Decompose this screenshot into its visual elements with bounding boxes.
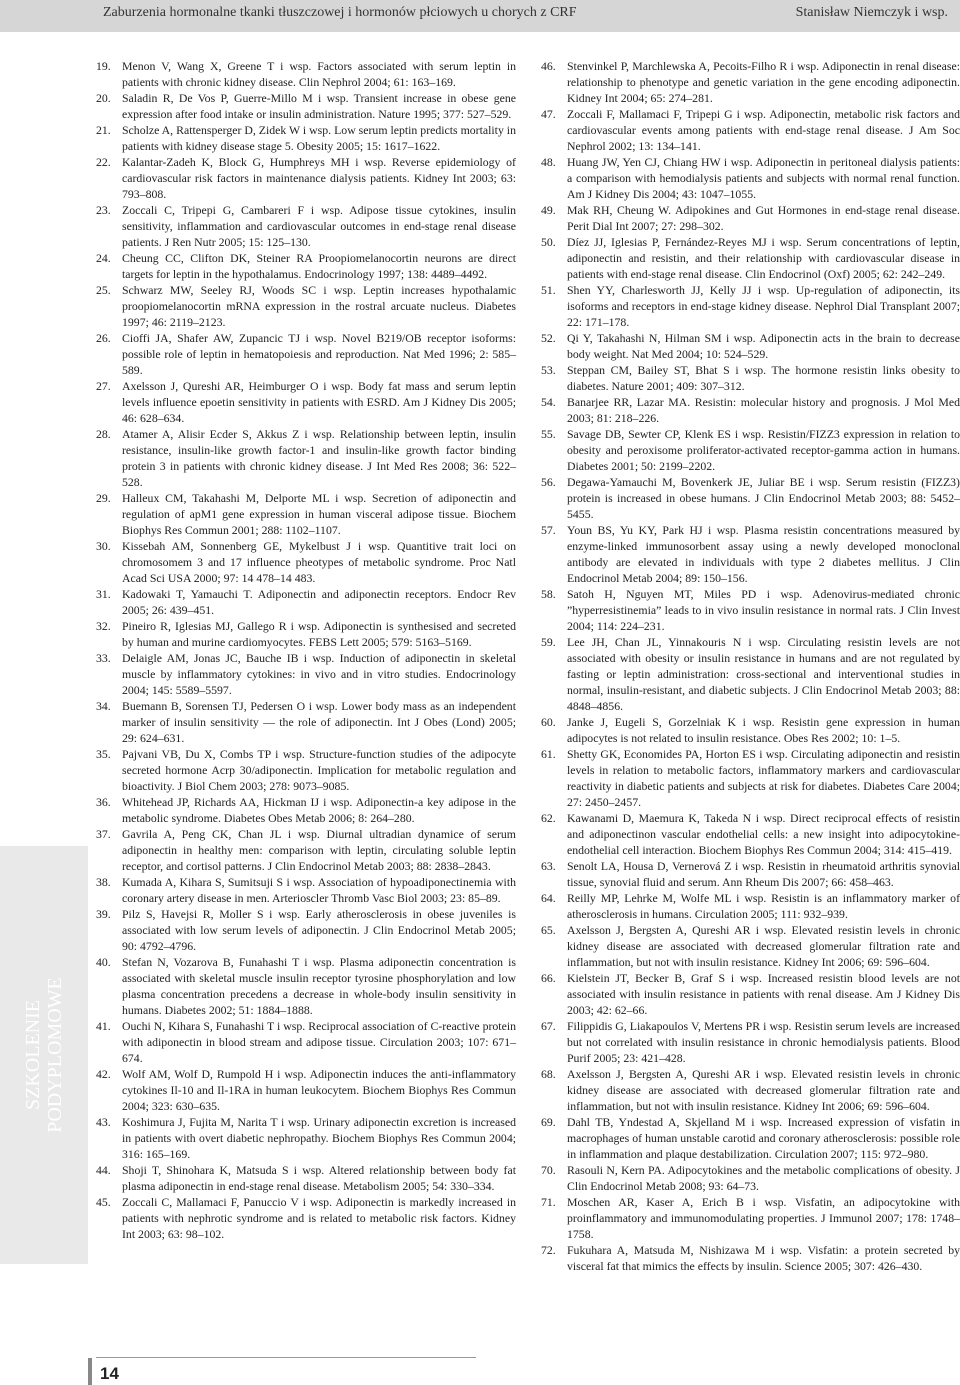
reference-item [541, 522, 960, 586]
reference-number: 21. [96, 123, 111, 137]
reference-number: 30. [96, 539, 111, 553]
reference-item [96, 954, 516, 1018]
reference-text: Pajvani VB, Du X, Combs TP i wsp. Structure-function studies of the adipocyte secreted hormone Acrp 30/adiponectin. Implication for metabolic regulation and bioactivity. J Biol Chem 2003; 278: 9073–9085. [122, 747, 516, 793]
reference-item [541, 1066, 960, 1114]
reference-item [541, 1114, 960, 1162]
reference-item [96, 58, 516, 90]
reference-text: Kawanami D, Maemura K, Takeda N i wsp. Direct reciprocal effects of resistin and adiponectinon vascular endothelial cells: a new insight into adipocytokine-endothelial cell interaction. Biochem Biophys Res Commun 2004; 314: 415–419. [567, 811, 960, 857]
reference-text: Kissebah AM, Sonnenberg GE, Mykelbust J i wsp. Quantitive trait loci on chromosomem 3 and 17 influence pheotypes of metabolic syndrome. Proc Natl Acad Sci USA 2000; 97: 14 478–14 483. [122, 539, 516, 585]
reference-item [96, 1066, 516, 1114]
reference-item [541, 810, 960, 858]
running-header [0, 0, 960, 32]
reference-number: 51. [541, 283, 556, 297]
reference-item [541, 1194, 960, 1242]
reference-number: 46. [541, 59, 556, 73]
reference-item [541, 474, 960, 522]
reference-text: Stefan N, Vozarova B, Funahashi T i wsp. Plasma adiponectin concentration is associated with skeletal muscle insulin receptor tyrosine phosphorylation and low plasma concentration precedens a decrease in whole-body insulin sensitivity in humans. Diabetes 2002; 51: 1884–1888. [122, 955, 516, 1017]
reference-text: Stenvinkel P, Marchlewska A, Pecoits-Filho R i wsp. Adiponectin in renal disease: relationship to phenotype and genetic variation in the gene encoding adiponectin. Kidney Int 2004; 65: 274–281. [567, 59, 960, 105]
reference-number: 70. [541, 1163, 556, 1177]
reference-item [96, 746, 516, 794]
references-left-column [96, 58, 516, 1242]
reference-text: Moschen AR, Kaser A, Erich B i wsp. Visfatin, an adipocytokine with proinflammatory and immunomodulating properties. J Immunol 2007; 178: 1748–1758. [567, 1195, 960, 1241]
reference-number: 39. [96, 907, 111, 921]
reference-item [541, 330, 960, 362]
reference-item [96, 202, 516, 250]
reference-text: Whitehead JP, Richards AA, Hickman IJ i wsp. Adiponectin-a key adipose in the metabolic syndrome. Diabetes Obes Metab 2006; 8: 264–280. [122, 795, 516, 825]
reference-item [541, 202, 960, 234]
reference-text: Savage DB, Sewter CP, Klenk ES i wsp. Resistin/FIZZ3 expression in relation to obesity and peroxisome proliferator-activated receptor-gamma action in humans. Diabetes 2001; 50: 2199–2202. [567, 427, 960, 473]
reference-item [541, 714, 960, 746]
reference-text: Buemann B, Sorensen TJ, Pedersen O i wsp. Lower body mass as an independent marker of insulin sensitivity — the role of adiponectin. Int J Obes (Lond) 2005; 29: 624–631. [122, 699, 516, 745]
reference-text: Banarjee RR, Lazar MA. Resistin: molecular history and prognosis. J Mol Med 2003; 81: 218–226. [567, 395, 960, 425]
reference-number: 48. [541, 155, 556, 169]
reference-number: 61. [541, 747, 556, 761]
reference-text: Kumada A, Kihara S, Sumitsuji S i wsp. Association of hypoadiponectinemia with coronary artery disease in men. Arterioscler Thromb Vasc Biol 2003; 23: 85–89. [122, 875, 516, 905]
reference-item [96, 426, 516, 490]
footer-rule [96, 1357, 476, 1358]
reference-item [96, 490, 516, 538]
reference-item [96, 586, 516, 618]
reference-number: 55. [541, 427, 556, 441]
reference-text: Shetty GK, Economides PA, Horton ES i wsp. Circulating adiponectin and resistin levels in relation to metabolic factors, inflammatory markers and cardiovascular reactivity in diabetic patients and subjects at risk for diabetes. Diabetes Care 2004; 27: 2450–2457. [567, 747, 960, 809]
reference-number: 33. [96, 651, 111, 665]
reference-number: 58. [541, 587, 556, 601]
reference-number: 26. [96, 331, 111, 345]
reference-item [96, 618, 516, 650]
reference-number: 45. [96, 1195, 111, 1209]
reference-number: 27. [96, 379, 111, 393]
reference-number: 35. [96, 747, 111, 761]
reference-item [96, 906, 516, 954]
reference-text: Delaigle AM, Jonas JC, Bauche IB i wsp. Induction of adiponectin in skeletal muscle by inflammatory cytokines: in vivo and in vitro studies. Endocrinology 2004; 145: 5589–5597. [122, 651, 516, 697]
reference-item [96, 794, 516, 826]
section-sidebar-tab [0, 846, 88, 1264]
reference-number: 34. [96, 699, 111, 713]
reference-item [541, 858, 960, 890]
reference-text: Atamer A, Alisir Ecder S, Akkus Z i wsp. Relationship between leptin, insulin resistance, insulin-like growth factor-1 and insulin-like growth factor binding protein 3 in patients with chronic kidney disease. J Int Med Res 2008; 36: 522–528. [122, 427, 516, 489]
reference-item [541, 282, 960, 330]
reference-item [96, 282, 516, 330]
reference-number: 52. [541, 331, 556, 345]
reference-item [541, 106, 960, 154]
reference-number: 62. [541, 811, 556, 825]
page-number: 14 [100, 1364, 119, 1383]
reference-text: Saladin R, De Vos P, Guerre-Millo M i wsp. Transient increase in obese gene expression after food intake or insulin administration. Nature 1995; 377: 527–529. [122, 91, 516, 121]
reference-item [96, 154, 516, 202]
reference-item [96, 650, 516, 698]
reference-number: 54. [541, 395, 556, 409]
reference-number: 65. [541, 923, 556, 937]
reference-number: 47. [541, 107, 556, 121]
header-article-title: Zaburzenia hormonalne tkanki tłuszczowej i hormonów płciowych u chorych z CRF [103, 5, 577, 20]
reference-number: 50. [541, 235, 556, 249]
reference-text: Menon V, Wang X, Greene T i wsp. Factors associated with serum leptin in patients with chronic kidney disease. Clin Nephrol 2004; 61: 163–169. [122, 59, 516, 89]
reference-item [96, 90, 516, 122]
reference-item [541, 922, 960, 970]
reference-number: 41. [96, 1019, 111, 1033]
reference-text: Rasouli N, Kern PA. Adipocytokines and the metabolic complications of obesity. J Clin Endocrinol Metab 2008; 93: 64–73. [567, 1163, 960, 1193]
reference-number: 49. [541, 203, 556, 217]
reference-text: Filippidis G, Liakapoulos V, Mertens PR i wsp. Resistin serum levels are increased but not correlated with insulin resistance in chronic hemodialysis patients. Blood Purif 2005; 23: 421–428. [567, 1019, 960, 1065]
reference-number: 43. [96, 1115, 111, 1129]
reference-item [541, 746, 960, 810]
reference-item [96, 122, 516, 154]
reference-item [541, 426, 960, 474]
reference-text: Pilz S, Havejsi R, Moller S i wsp. Early atherosclerosis in obese juveniles is associated with low serum levels of adiponectin. J Clin Endocrinol Metab 2005; 90: 4792–4796. [122, 907, 516, 953]
reference-item [541, 890, 960, 922]
reference-number: 19. [96, 59, 111, 73]
reference-text: Huang JW, Yen CJ, Chiang HW i wsp. Adiponectin in peritoneal dialysis patients: a comparison with hemodialysis patients and subjects with normal renal function. Am J Kidney Dis 2004; 43: 1047–1055. [567, 155, 960, 201]
reference-item [541, 394, 960, 426]
reference-item [96, 538, 516, 586]
reference-text: Díez JJ, Iglesias P, Fernández-Reyes MJ i wsp. Serum concentrations of leptin, adiponectin and resistin, and their relationship with cardiovascular disease in patients with end-stage renal disease. Clin Endocrinol (Oxf) 2005; 62: 242–249. [567, 235, 960, 281]
reference-text: Zoccali F, Mallamaci F, Tripepi G i wsp. Adiponectin, metabolic risk factors and cardiovascular events among patients with end-stage renal disease. J Am Soc Nephrol 2002; 13: 134–141. [567, 107, 960, 153]
reference-text: Mak RH, Cheung W. Adipokines and Gut Hormones in end-stage renal disease. Perit Dial Int 2007; 27: 298–302. [567, 203, 960, 233]
reference-text: Senolt LA, Housa D, Vernerová Z i wsp. Resistin in rheumatoid arthritis synovial tissue, synovial fluid and serum. Ann Rheum Dis 2007; 66: 458–463. [567, 859, 960, 889]
reference-text: Ouchi N, Kihara S, Funahashi T i wsp. Reciprocal association of C-reactive protein with adiponectin in blood stream and adipose tissue. Circulation 2003; 107: 671–674. [122, 1019, 516, 1065]
reference-item [541, 634, 960, 714]
reference-number: 59. [541, 635, 556, 649]
reference-number: 71. [541, 1195, 556, 1209]
reference-item [541, 58, 960, 106]
reference-item [541, 234, 960, 282]
reference-number: 57. [541, 523, 556, 537]
reference-text: Kadowaki T, Yamauchi T. Adiponectin and adiponectin receptors. Endocr Rev 2005; 26: 439–451. [122, 587, 516, 617]
reference-number: 56. [541, 475, 556, 489]
reference-number: 38. [96, 875, 111, 889]
reference-item [96, 698, 516, 746]
reference-item [541, 970, 960, 1018]
reference-number: 72. [541, 1243, 556, 1257]
reference-number: 42. [96, 1067, 111, 1081]
section-label-line1: SZKOLENIE [22, 1000, 44, 1110]
reference-text: Satoh H, Nguyen MT, Miles PD i wsp. Adenovirus-mediated chronic ”hyperresistinemia” leads to in vivo insulin resistance in normal rats. J Clin Invest 2004; 114: 224–231. [567, 587, 960, 633]
reference-text: Axelsson J, Bergsten A, Qureshi AR i wsp. Elevated resistin levels in chronic kidney disease are associated with decreased glomerular filtration rate and inflammation, but not with insulin resistance. Kidney Int 2006; 69: 596–604. [567, 1067, 960, 1113]
reference-text: Fukuhara A, Matsuda M, Nishizawa M i wsp. Visfatin: a protein secreted by visceral fat that mimics the effects by insulin. Science 2005; 307: 426–430. [567, 1243, 960, 1273]
reference-text: Shen YY, Charlesworth JJ, Kelly JJ i wsp. Up-regulation of adiponectin, its isoforms and receptors in end-stage kidney disease. Nephrol Dial Transplant 2007; 22: 171–178. [567, 283, 960, 329]
reference-number: 60. [541, 715, 556, 729]
reference-text: Cioffi JA, Shafer AW, Zupancic TJ i wsp. Novel B219/OB receptor isoforms: possible role of leptin in hematopoiesis and reproduction. Nat Med 1996; 2: 585–589. [122, 331, 516, 377]
reference-number: 68. [541, 1067, 556, 1081]
reference-number: 69. [541, 1115, 556, 1129]
reference-item [96, 1162, 516, 1194]
reference-number: 24. [96, 251, 111, 265]
section-label [22, 977, 66, 1133]
reference-item [96, 250, 516, 282]
reference-item [96, 378, 516, 426]
reference-text: Degawa-Yamauchi M, Bovenkerk JE, Juliar BE i wsp. Serum resistin (FIZZ3) protein is increased in obese humans. J Clin Endocrinol Metab 2003; 88: 5452–5455. [567, 475, 960, 521]
reference-text: Wolf AM, Wolf D, Rumpold H i wsp. Adiponectin induces the anti-inflammatory cytokines Il-10 and Il-1RA in human leukocytem. Biochem Biophys Res Commun 2004; 323: 630–635. [122, 1067, 516, 1113]
reference-text: Koshimura J, Fujita M, Narita T i wsp. Urinary adiponectin excretion is increased in patients with overt diabetic nephropathy. Biochem Biophys Res Commun 2004; 316: 165–169. [122, 1115, 516, 1161]
reference-item [96, 1114, 516, 1162]
section-label-line2: PODYPLOMOWE [44, 977, 66, 1133]
reference-number: 66. [541, 971, 556, 985]
reference-number: 32. [96, 619, 111, 633]
reference-text: Cheung CC, Clifton DK, Steiner RA Proopiomelanocortin neurons are direct targets for leptin in the hypothalamus. Endocrinology 1997; 138: 4489–4492. [122, 251, 516, 281]
reference-number: 31. [96, 587, 111, 601]
reference-text: Kalantar-Zadeh K, Block G, Humphreys MH i wsp. Reverse epidemiology of cardiovascular risk factors in maintenance dialysis patients. Kidney Int 2003; 63: 793–808. [122, 155, 516, 201]
reference-text: Zoccali C, Tripepi G, Cambareri F i wsp. Adipose tissue cytokines, insulin sensitivity, inflammation and cardiovascular outcomes in end-stage renal disease patients. J Ren Nutr 2005; 15: 125–130. [122, 203, 516, 249]
footer-bar [88, 1358, 92, 1385]
reference-number: 22. [96, 155, 111, 169]
reference-item [96, 1018, 516, 1066]
reference-number: 67. [541, 1019, 556, 1033]
reference-text: Lee JH, Chan JL, Yinnakouris N i wsp. Circulating resistin levels are not associated with obesity or insulin resistance in humans and are not regulated by fasting or leptin administration: cross-sectional and interventional studies in normal, insulin-resistant, and diabetic subjects. J Clin Endocrinol Metab 2003; 88: 4848–4856. [567, 635, 960, 713]
references-right-column [541, 58, 960, 1274]
reference-text: Axelsson J, Bergsten A, Qureshi AR i wsp. Elevated resistin levels in chronic kidney disease are associated with decreased glomerular filtration rate and inflammation, but not with insulin resistance. Kidney Int 2006; 69: 596–604. [567, 923, 960, 969]
reference-text: Qi Y, Takahashi N, Hilman SM i wsp. Adiponectin acts in the brain to decrease body weight. Nat Med 2004; 10: 524–529. [567, 331, 960, 361]
reference-item [541, 362, 960, 394]
reference-item [541, 1018, 960, 1066]
reference-number: 40. [96, 955, 111, 969]
reference-text: Kielstein JT, Becker B, Graf S i wsp. Increased resistin blood levels are not associated with insulin resistance in patients with renal disease. Am J Kidney Dis 2003; 42: 62–66. [567, 971, 960, 1017]
reference-text: Gavrila A, Peng CK, Chan JL i wsp. Diurnal ultradian dynamice of serum adiponectin in healthy men: comparison with leptin, circulating soluble leptin receptor, and cortisol patterns. J Clin Endocrinol Metab 2003; 88: 2838–2843. [122, 827, 516, 873]
reference-item [96, 330, 516, 378]
reference-item [541, 154, 960, 202]
reference-number: 53. [541, 363, 556, 377]
reference-text: Dahl TB, Yndestad A, Skjelland M i wsp. Increased expression of visfatin in macrophages of human unstable carotid and coronary atherosclerosis: possible role in inflammation and plaque destabilization. Circulation 2007; 115: 972–980. [567, 1115, 960, 1161]
reference-item [541, 1242, 960, 1274]
reference-text: Scholze A, Rattensperger D, Zidek W i wsp. Low serum leptin predicts mortality in patients with kidney disease stage 5. Obesity 2005; 15: 1617–1622. [122, 123, 516, 153]
reference-item [541, 1162, 960, 1194]
reference-text: Axelsson J, Qureshi AR, Heimburger O i wsp. Body fat mass and serum leptin levels influence epoetin sensitivity in patients with ESRD. Am J Kidney Dis 2005; 46: 628–634. [122, 379, 516, 425]
reference-number: 25. [96, 283, 111, 297]
reference-text: Reilly MP, Lehrke M, Wolfe ML i wsp. Resistin is an inflammatory marker of atherosclerosis in humans. Circulation 2005; 111: 932–939. [567, 891, 960, 921]
reference-item [96, 874, 516, 906]
reference-text: Pineiro R, Iglesias MJ, Gallego R i wsp. Adiponectin is synthesised and secreted by human and murine cardiomyocytes. FEBS Lett 2005; 579: 5163–5169. [122, 619, 516, 649]
reference-text: Zoccali C, Mallamaci F, Panuccio V i wsp. Adiponectin is markedly increased in patients with nephrotic syndrome and is related to metabolic risk factors. Kidney Int 2003; 63: 98–102. [122, 1195, 516, 1241]
reference-number: 20. [96, 91, 111, 105]
reference-number: 63. [541, 859, 556, 873]
reference-text: Janke J, Eugeli S, Gorzelniak K i wsp. Resistin gene expression in human adipocytes is not related to insulin resistance. Obes Res 2002; 10: 1–5. [567, 715, 960, 745]
reference-number: 44. [96, 1163, 111, 1177]
reference-number: 28. [96, 427, 111, 441]
header-authors: Stanisław Niemczyk i wsp. [795, 5, 948, 20]
reference-text: Halleux CM, Takahashi M, Delporte ML i wsp. Secretion of adiponectin and regulation of apM1 gene expression in human visceral adipose tissue. Biochem Biophys Res Commun 2001; 288: 1102–1107. [122, 491, 516, 537]
reference-text: Steppan CM, Bailey ST, Bhat S i wsp. The hormone resistin links obesity to diabetes. Nature 2001; 409: 307–312. [567, 363, 960, 393]
reference-text: Youn BS, Yu KY, Park HJ i wsp. Plasma resistin concentrations measured by enzyme-linked immunosorbent assay using a newly developed monoclonal antibody are elevated in individuals with type 2 diabetes mellitus. J Clin Endocrinol Metab 2004; 89: 150–156. [567, 523, 960, 585]
reference-item [96, 1194, 516, 1242]
reference-item [541, 586, 960, 634]
reference-number: 37. [96, 827, 111, 841]
reference-number: 36. [96, 795, 111, 809]
reference-text: Shoji T, Shinohara K, Matsuda S i wsp. Altered relationship between body fat plasma adiponectin in end-stage renal disease. Metabolism 2005; 54: 330–334. [122, 1163, 516, 1193]
reference-text: Schwarz MW, Seeley RJ, Woods SC i wsp. Leptin increases hypothalamic proopiomelanocortin mRNA expression in the rostral arcuate nucleus. Diabetes 1997; 46: 2119–2123. [122, 283, 516, 329]
reference-number: 64. [541, 891, 556, 905]
reference-item [96, 826, 516, 874]
reference-number: 23. [96, 203, 111, 217]
reference-number: 29. [96, 491, 111, 505]
